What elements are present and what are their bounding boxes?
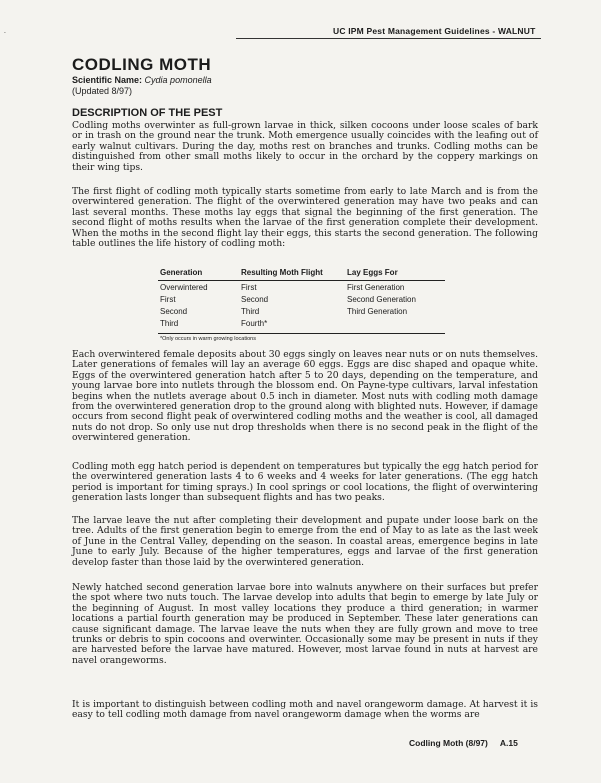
life-history-table <box>158 268 445 342</box>
paragraph-6: Newly hatched second generation larvae bore into walnuts anywhere on their surfaces but prefer the spot where two nuts touch. The larvae develop into adults that begin to emerge by late July or the beginning of August. In most valley locations they produce a third generation; in warmer locations a partial fourth generation may be produced in September. These later generations can cause significant damage. The larvae leave the nuts when they are fully grown and move to tree trunks or debris to spin cocoons and overwinter. Occasionally some may be present in nuts if they are harvested before the larvae have matured. However, most larvae found in nuts at harvest are navel orangeworms. <box>72 582 538 666</box>
table-top-rule <box>158 280 445 281</box>
paragraph-4: Codling moth egg hatch period is dependent on temperatures but typically the egg hatch period for the overwintered generation lasts 4 to 6 weeks and 4 weeks for later generations. (The egg hatch period is important for timing sprays.) In cool springs or cool locations, the flight of overwintering generation lasts longer than subsequent flights and has two peaks. <box>72 461 538 504</box>
table-cell: Overwintered <box>160 283 208 292</box>
table-row <box>158 307 445 319</box>
scientific-name-line <box>72 75 212 85</box>
table-bottom-rule <box>158 333 445 334</box>
page-number: A.15 <box>499 738 518 748</box>
scan-mark: · <box>4 30 6 37</box>
scientific-name: Cydia pomonella <box>144 75 212 85</box>
table-header-eggs: Lay Eggs For <box>347 268 398 277</box>
paragraph-7: It is important to distinguish between codling moth and navel orangeworm damage. At harvest it is easy to tell codling moth damage from navel orangeworm damage when the worms are <box>72 699 538 721</box>
table-cell: Third <box>160 319 179 328</box>
table-cell: Second <box>160 307 188 316</box>
table-footnote: *Only occurs in warm growing locations <box>160 336 256 342</box>
table-row <box>158 283 445 295</box>
scientific-name-label: Scientific Name: <box>72 75 143 85</box>
table-header-flight: Resulting Moth Flight <box>241 268 323 277</box>
table-cell: Third Generation <box>347 307 408 316</box>
table-row <box>158 319 445 331</box>
table-cell: Second <box>241 295 269 304</box>
section-heading: DESCRIPTION OF THE PEST <box>72 107 223 119</box>
table-header-generation: Generation <box>160 268 203 277</box>
paragraph-2: The first flight of codling moth typically starts sometime from early to late March and is from the overwintered generation. The flight of the overwintered generation may have two peaks and can last several months. These moths lay eggs that signal the beginning of the first generation. The second flight of moths results when the larvae of the first generation complete their development. When the moths in the second flight lay their eggs, this starts the second generation. The following table outlines the life history of codling moth: <box>72 186 538 250</box>
footer-label: Codling Moth (8/97) <box>409 738 488 748</box>
table-cell: Third <box>241 307 260 316</box>
table-cell: First Generation <box>347 283 405 292</box>
header-rule <box>236 38 541 39</box>
paragraph-5: The larvae leave the nut after completing their development and pupate under loose bark on the tree. Adults of the first generation begin to emerge from the end of May to as late as the last week of June in the Central Valley, depending on the season. In coastal areas, emergence begins in late June to early July. Because of the higher temperatures, eggs and larvae of the first generation develop faster than those laid by the overwintered generation. <box>72 515 538 568</box>
paragraph-3: Each overwintered female deposits about 30 eggs singly on leaves near nuts or on nuts themselves. Later generations of females will lay an average 60 eggs. Eggs are disc shaped and opaque white. Eggs of the overwintered generation hatch after 5 to 20 days, depending on the temperature, and young larvae bore into nutlets through the blossom end. On Payne-type cultivars, larval infestation begins when the nutlets average about 0.5 inch in diameter. Most nuts with codling moth damage from the overwintered generation drop to the ground along with blighted nuts. However, if damage occurs from second flight peak of overwintered codling moths and the weather is cool, all damaged nuts do not drop. So only use nut drop thresholds when there is no second peak in the flight of the overwintered generation. <box>72 349 538 444</box>
table-row <box>158 295 445 307</box>
page-title: CODLING MOTH <box>72 55 212 74</box>
table-cell: First <box>241 283 257 292</box>
running-head: UC IPM Pest Management Guidelines - WALNUT <box>333 26 536 36</box>
table-cell: Fourth* <box>241 319 268 328</box>
table-header-row <box>158 268 445 280</box>
table-cell: Second Generation <box>347 295 416 304</box>
page-footer <box>409 738 518 748</box>
updated-date: (Updated 8/97) <box>72 86 133 96</box>
paragraph-1: Codling moths overwinter as full-grown larvae in thick, silken cocoons under loose scales of bark or in trash on the ground near the trunk. Moth emergence usually coincides with the leafing out of early walnut cultivars. During the day, moths rest on branches and trunks. Codling moths can be distinguished from other small moths likely to occur in the orchard by the coppery markings on their wing tips. <box>72 120 538 173</box>
table-cell: First <box>160 295 176 304</box>
